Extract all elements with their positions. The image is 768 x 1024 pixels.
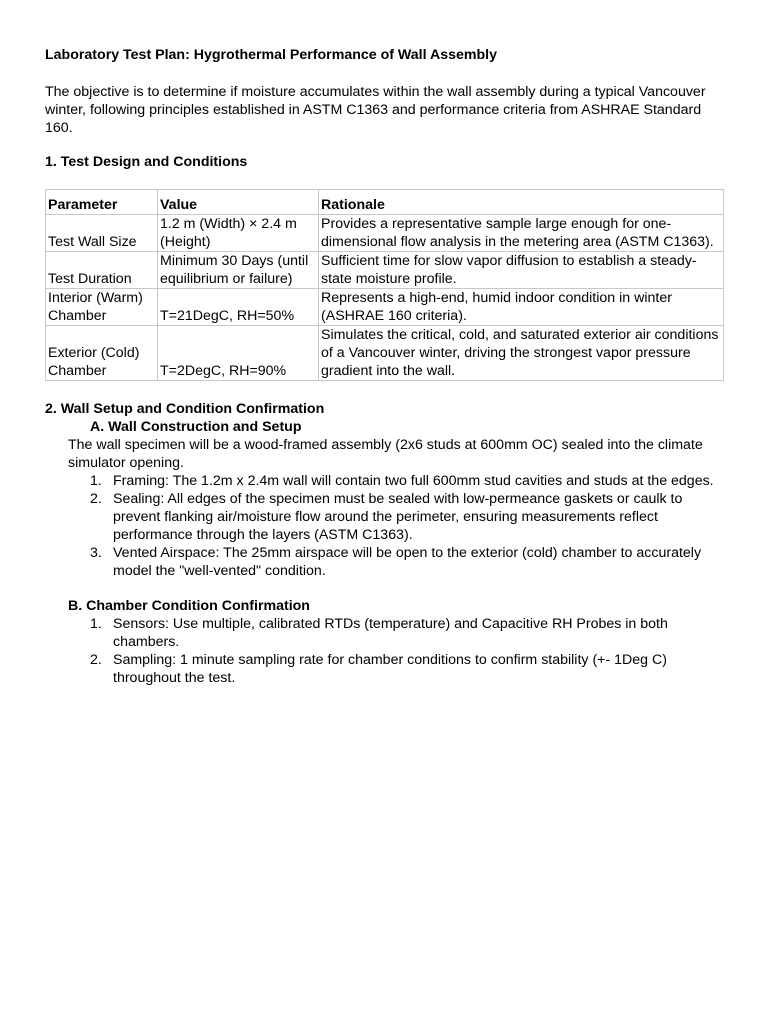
table-header-row	[46, 190, 724, 215]
list-item	[90, 490, 725, 544]
table-cell: Provides a representative sample large enough for one-dimensional flow analysis in the metering area (ASTM C1363).	[319, 215, 724, 252]
list-item	[90, 544, 725, 580]
document-title: Laboratory Test Plan: Hygrothermal Performance of Wall Assembly	[45, 47, 498, 63]
table-cell: Sufficient time for slow vapor diffusion to establish a steady-state moisture profile.	[319, 252, 724, 289]
table-cell: Interior (Warm) Chamber	[46, 289, 158, 326]
table-row	[46, 252, 724, 289]
list-item-number: 1.	[90, 473, 102, 489]
table-cell: Test Duration	[46, 252, 158, 289]
document-page	[45, 46, 725, 687]
list-item-number: 3.	[90, 545, 102, 561]
header-parameter: Parameter	[46, 190, 158, 215]
objective-paragraph: The objective is to determine if moisture accumulates within the wall assembly during a typical Vancouver winter, following principles established in ASTM C1363 and performance criteria from ASHRAE Standard 160.	[45, 84, 706, 136]
header-rationale: Rationale	[319, 190, 724, 215]
list-item-text: Sampling: 1 minute sampling rate for chamber conditions to confirm stability (+- 1Deg C) throughout the test.	[113, 652, 667, 686]
list-item-text: Sealing: All edges of the specimen must be sealed with low-permeance gaskets or caulk to prevent flanking air/moisture flow around the perimeter, ensuring measurements reflect performance through the layers (ASTM C1363).	[113, 491, 683, 543]
table-cell: 1.2 m (Width) × 2.4 m (Height)	[158, 215, 319, 252]
section2-heading: 2. Wall Setup and Condition Confirmation	[45, 401, 325, 417]
list-item-text: Vented Airspace: The 25mm airspace will be open to the exterior (cold) chamber to accurately model the "well-vented" condition.	[113, 545, 702, 579]
subsection-a-intro: The wall specimen will be a wood-framed assembly (2x6 studs at 600mm OC) sealed into the climate simulator opening.	[68, 437, 703, 471]
wall-setup-list	[45, 472, 725, 580]
list-item-text: Framing: The 1.2m x 2.4m wall will contain two full 600mm stud cavities and studs at the edges.	[113, 473, 714, 489]
list-item-number: 1.	[90, 616, 102, 632]
subsection-b-heading: B. Chamber Condition Confirmation	[68, 598, 310, 614]
table-row	[46, 326, 724, 381]
subsection-a-heading: A. Wall Construction and Setup	[90, 419, 302, 435]
table-cell: Minimum 30 Days (until equilibrium or failure)	[158, 252, 319, 289]
list-item	[90, 651, 725, 687]
table-cell: Represents a high-end, humid indoor condition in winter (ASHRAE 160 criteria).	[319, 289, 724, 326]
table-cell: Test Wall Size	[46, 215, 158, 252]
header-value: Value	[158, 190, 319, 215]
chamber-confirmation-list	[45, 615, 725, 687]
section1-heading: 1. Test Design and Conditions	[45, 154, 248, 170]
list-item-number: 2.	[90, 491, 102, 507]
table-cell: T=21DegC, RH=50%	[158, 289, 319, 326]
table-cell: Simulates the critical, cold, and saturated exterior air conditions of a Vancouver winter, driving the strongest vapor pressure gradient into the wall.	[319, 326, 724, 381]
test-conditions-table	[45, 189, 724, 381]
list-item	[90, 472, 725, 490]
list-item-number: 2.	[90, 652, 102, 668]
table-row	[46, 215, 724, 252]
table-cell: Exterior (Cold) Chamber	[46, 326, 158, 381]
list-item	[90, 615, 725, 651]
table-cell: T=2DegC, RH=90%	[158, 326, 319, 381]
list-item-text: Sensors: Use multiple, calibrated RTDs (temperature) and Capacitive RH Probes in both chambers.	[113, 616, 668, 650]
table-row	[46, 289, 724, 326]
